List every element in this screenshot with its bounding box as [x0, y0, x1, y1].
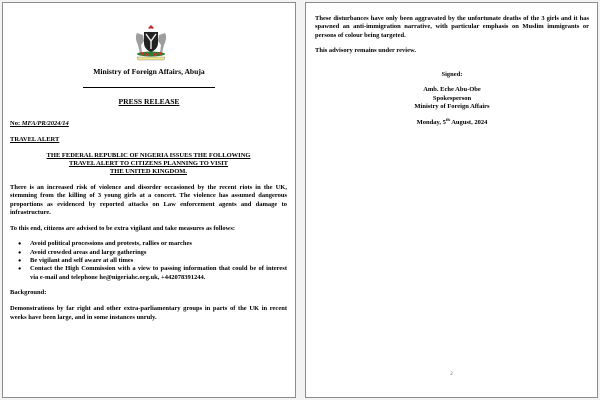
reference-number: No: MFA/PR/2024/14	[10, 120, 69, 127]
travel-alert-label: TRAVEL ALERT	[10, 135, 60, 143]
document-page-2	[305, 2, 598, 398]
paragraph-risk: There is an increased risk of violence and disorder occasioned by the recent riots in the UK, stemming from the killing of 3 young girls at a concert. The violence has assumed dangerous proportions as evidenced by reported attacks on Law enforcement agents and damage to infrastructure.	[10, 183, 287, 216]
list-item: ● Avoid crowded areas and large gatherings	[18, 249, 287, 257]
signatory-org: Ministry of Foreign Affairs	[414, 103, 490, 111]
divider	[83, 87, 215, 88]
document-page-1	[2, 2, 296, 398]
paragraph-advice: To this end, citizens are advised to be extra vigilant and take measures as follows:	[10, 224, 236, 232]
paragraph-review: This advisory remains under review.	[315, 47, 416, 55]
signatory-name: Amb. Eche Abu-Obe	[423, 86, 481, 94]
page1-body	[10, 120, 287, 322]
advice-list	[18, 240, 287, 281]
document-date: Monday, 5th August, 2024	[416, 116, 488, 126]
ministry-title: Ministry of Foreign Affairs, Abuja	[93, 67, 205, 76]
press-release-title: PRESS RELEASE	[118, 97, 180, 106]
paragraph-disturbances: These disturbances have only been aggravated by the unfortunate deaths of the 3 girls and it has spawned an anti-immigration narrative, with particular emphasis on Muslim immigrants or persons of colour being targeted.	[315, 15, 589, 39]
coat-of-arms-icon	[131, 23, 171, 61]
list-item: ● Avoid political processions and protests, rallies or marches	[18, 240, 287, 248]
background-label: Background:	[10, 289, 47, 297]
signed-label: Signed:	[441, 70, 463, 78]
signatory-title: Spokesperson	[432, 94, 472, 102]
list-item: ● Contact the High Commission with a view to passing information that could be of interest via e-mail and telephone he@nigeriahc.org.uk, +442078391244.	[18, 265, 287, 282]
page2-body	[315, 15, 589, 127]
reference-value: MFA/PR/2024/14	[21, 120, 69, 127]
paragraph-background: Demonstrations by far right and other extra-parliamentary groups in parts of the UK in recent weeks have been large, and in some instances unruly.	[10, 305, 287, 321]
list-item: ● Be vigilant and self aware at all times	[18, 257, 287, 265]
alert-heading: THE FEDERAL REPUBLIC OF NIGERIA ISSUES THE FOLLOWING TRAVEL ALERT TO CITIZENS PLANNING TO VISIT THE UNITED KINGDOM.	[46, 151, 251, 176]
page-number: 2	[450, 372, 453, 377]
